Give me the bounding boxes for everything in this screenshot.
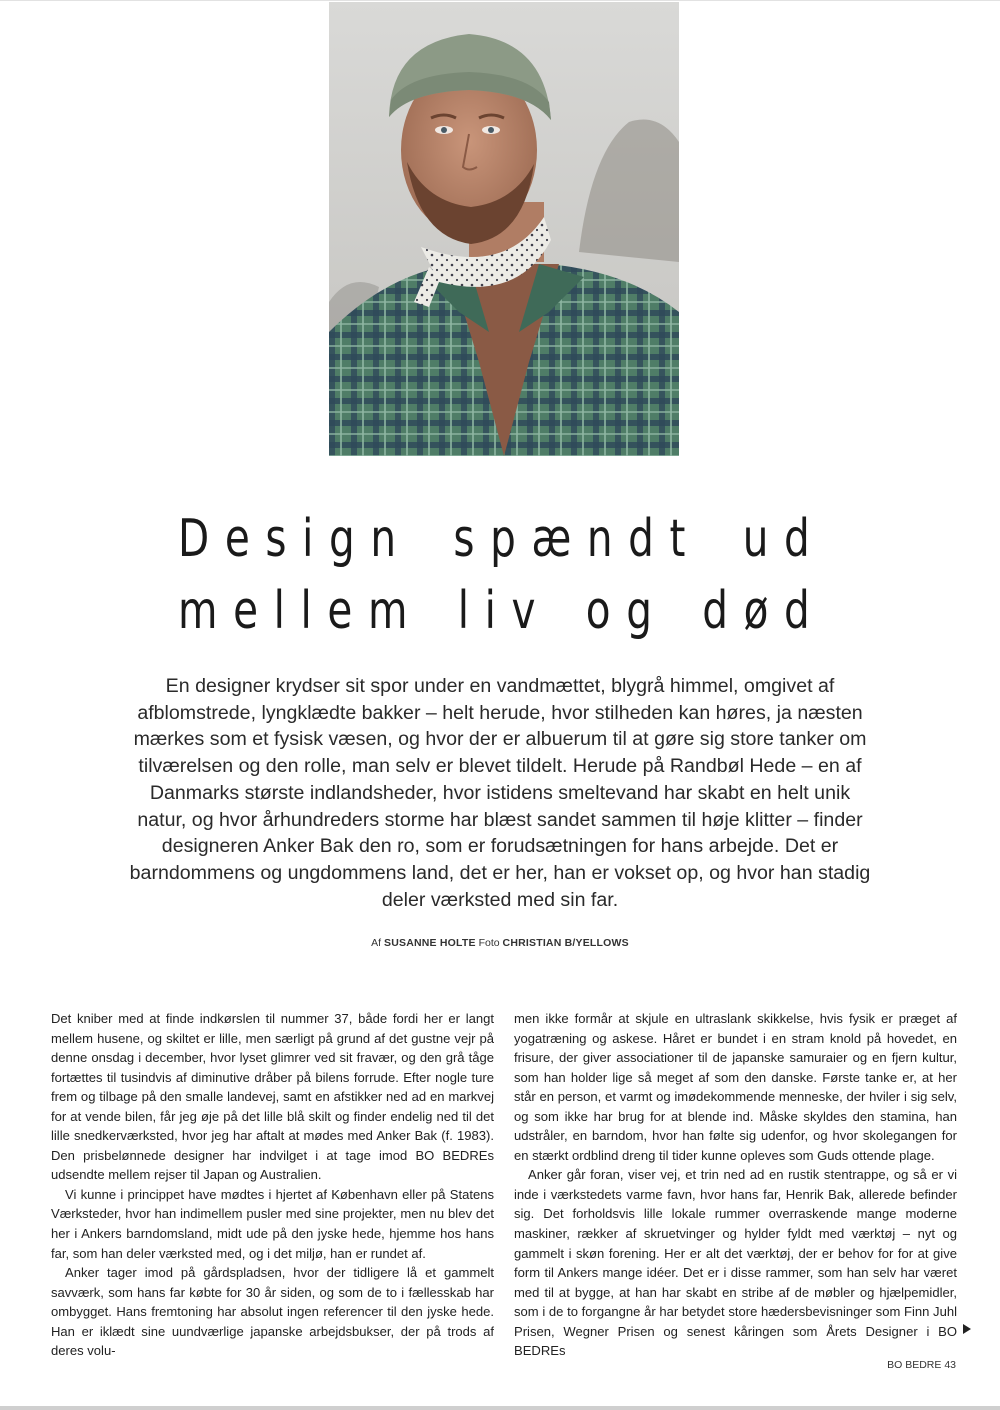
body-paragraph: Det kniber med at finde indkørslen til nummer 37, både fordi her er langt mellem husene, og skiltet er lille, men særligt på grund af det gustne vejr på denne onsdag i december, hvor lyset glimrer ved sit fravær, og den grå tåge fortættes til tusindvis af diminutive dråber på bilens forrude. Efter nogle ture frem og tilbage på den smalle landevej, samt en afstikker ned ad en markvej for at vende bilen, får jeg øje på det lille blå skilt og finder endelig ned til det lille snedkerværksted, hvor jeg har aftalt at mødes med Anker Bak (f. 1983). Den prisbelønnede designer har indvilget i at tage imod BO BEDREs udsendte mellem rejser til Japan og Australien. <box>51 1011 494 1183</box>
body-paragraph: Anker går foran, viser vej, et trin ned ad en rustik stentrappe, og så er vi inde i værkstedets varme favn, hvor hans far, Henrik Bak, allerede befinder sig. Det forholdsvis lille lokale rummer overraskende mange moderne maskiner, rækker af skruetvinger og hylder fyldt med værktøj – nyt og gammelt i skøn forening. Her er alt det værktøj, der er behov for for at give form til Ankers mange idéer. Det er i disse rammer, som han selv har været med til at bygge, at han har skabt en stribe af de møbler og hjælpemidler, som i de to forgangne år har betydet store hædersbevisninger som Finn Juhl Prisen, Wegner Prisen og senest kåringen som Årets Designer i BO BEDREs <box>514 1167 957 1359</box>
body-paragraph: men ikke formår at skjule en ultraslank skikkelse, hvis fysik er præget af yogatræning og askese. Håret er bundet i en stram knold på hovedet, en frisure, der giver associationer til de japanske samuraier og en fjern kultur, som han holder lige så meget af som den danske. Første tanke er, at her står en person, et varmt og imødekommende menneske, der hviler i sig selv, og som ikke har brug for at blende ind. Måske skyldes den stamina, han udstråler, en barndom, hvor han følte sig udenfor, og hvor skolegangen for en stærkt ordblind dreng til tider kunne opleves som Guds ottende plage. <box>514 1011 957 1163</box>
page-number: 43 <box>944 1359 956 1371</box>
portrait-photo <box>329 2 679 456</box>
headline-word: mellem <box>178 581 424 641</box>
byline <box>0 937 1000 949</box>
photo-label: Foto <box>478 937 500 949</box>
author-name: SUSANNE HOLTE <box>384 937 476 949</box>
body-column-left <box>51 1009 494 1361</box>
headline-line-2 <box>178 575 825 647</box>
headline-word: død <box>702 581 826 641</box>
headline-line-1 <box>178 503 825 575</box>
magazine-name: BO BEDRE <box>887 1359 942 1371</box>
folio <box>880 1359 956 1371</box>
body-paragraph: Vi kunne i princippet have mødtes i hjertet af København eller på Statens Værksteder, hvor han indimellem pusler med sine projekter, men nu blev det her i Ankers barndomsland, midt ude på den jyske hede, hjemme hos hans far, som han deler værksted med, og i det miljø, han er rundet af. <box>51 1186 494 1261</box>
body-column-right <box>514 1009 957 1361</box>
headline-word: spændt <box>453 509 702 569</box>
lead-paragraph: En designer krydser sit spor under en vandmættet, blygrå himmel, omgivet af afblomstrede, lyngklædte bakker – helt herude, hvor stilheden kan høres, ja næsten mærkes som et fysisk væsen, og hvor der er albuerum til at gøre sig store tanker om tilværelsen og den rolle, man selv er blevet tildelt. Herude på Randbøl Hede – en af Danmarks største indlandsheder, hvor istidens smeltevand har skabt en helt unik natur, og hvor århundreders storme har blæst sandet sammen til høje klitter – finder designeren Anker Bak den ro, som er forudsætningen for hans arbejde. Det er barndommens og ungdommens land, det er her, han er vokset op, og hvor han stadig deler værksted med sin far. <box>129 675 871 911</box>
top-rule <box>0 0 1000 1</box>
headline-word: ud <box>742 509 826 569</box>
headline-word: Design <box>178 509 412 569</box>
author-label: Af <box>371 937 382 949</box>
headline-word: og <box>585 581 668 641</box>
photographer-name: CHRISTIAN B/YELLOWS <box>502 937 629 949</box>
headline-word: liv <box>457 581 552 641</box>
headline <box>178 503 826 647</box>
continue-arrow-icon <box>963 1324 971 1334</box>
body-paragraph: Anker tager imod på gårdspladsen, hvor der tidligere lå et gammelt savværk, som hans far købte for 30 år siden, og som de to i fællesskab har ombygget. Hans fremtoning har absolut ingen referencer til den jyske hede. Han er iklædt sine uundværlige japanske arbejdsbukser, der på trods af deres volu- <box>51 1265 494 1359</box>
bottom-rule <box>0 1406 1000 1410</box>
